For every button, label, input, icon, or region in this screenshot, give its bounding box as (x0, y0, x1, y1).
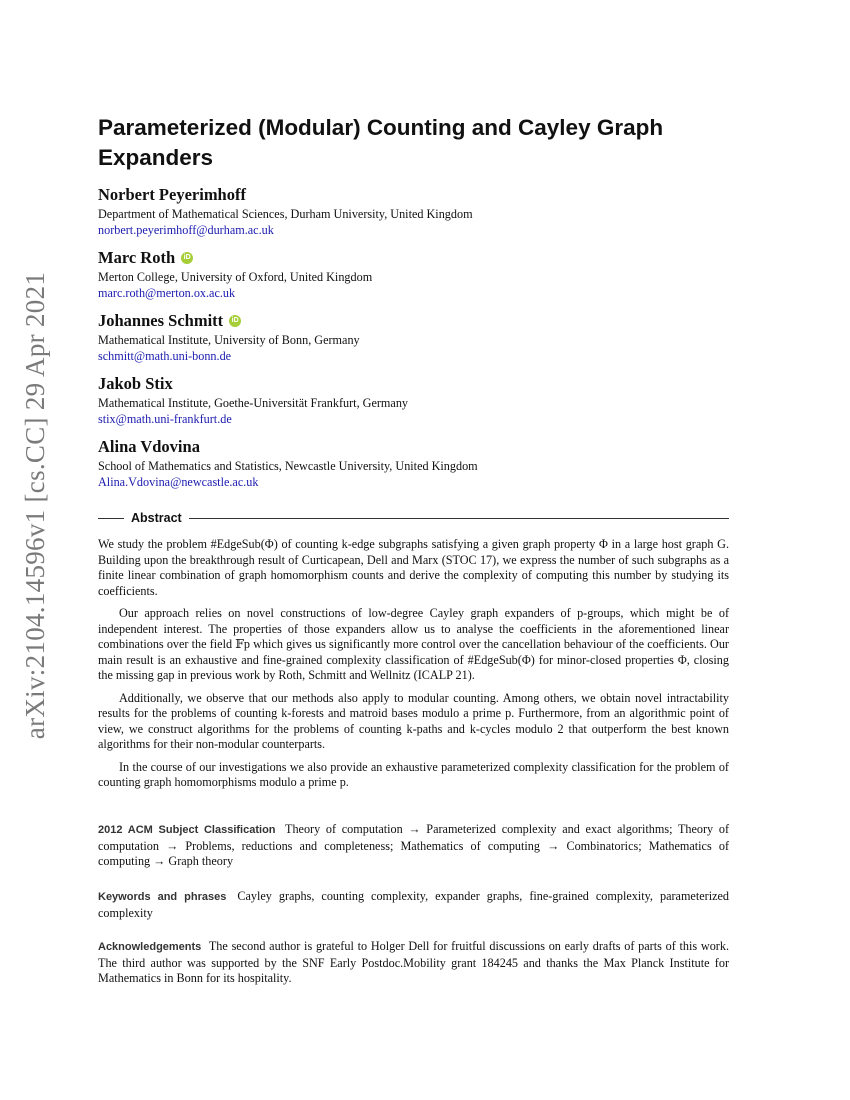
paper-title: Parameterized (Modular) Counting and Cayley Graph Expanders (98, 115, 664, 170)
acknowledgements-text: The second author is grateful to Holger Dell for fruitful discussions on early drafts of parts of this work. The third author was supported by the SNF Early Postdoc.Mobility grant 184245 and thanks the Max Planck Institute for Mathematics in Bonn for its hospitality. (98, 939, 730, 985)
keywords-label: Keywords and phrases (98, 891, 227, 903)
arxiv-identifier-text: arXiv:2104.14596v1 [cs.CC] 29 Apr 2021 (20, 271, 51, 739)
abstract-heading-label: Abstract (131, 511, 182, 525)
abstract-paragraph: Additionally, we observe that our methods also apply to modular counting. Among others, we obtain novel intractability results for the problems of counting k-forests and matroid bases modulo a prime p. Furthermore, from an algorithmic point of view, we construct algorithms for the problems of counting k-paths and k-cycles modulo 2 that outperform the best known algorithms for their non-modular counterparts. (98, 690, 729, 751)
acknowledgements-label: Acknowledgements (98, 941, 202, 953)
arxiv-identifier-stamp (6, 271, 66, 739)
author-affiliation: School of Mathematics and Statistics, Newcastle University, United Kingdom (98, 459, 478, 473)
keywords-section (98, 889, 729, 921)
author-block (98, 374, 729, 427)
orcid-icon[interactable]: iD (181, 252, 193, 264)
abstract-paragraph: Our approach relies on novel constructions of low-degree Cayley graph expanders of p-groups, which might be of independent interest. The properties of those expanders allow us to analyse the coefficients in the aforementioned linear combinations over the field 𝔽p which gives us significantly more control over the cancellation behaviour of the coefficients. Our main result is an exhaustive and fine-grained complexity classification of #EdgeSub(Φ) for minor-closed properties Φ, closing the missing gap in previous work by Roth, Schmitt and Wellnitz (ICALP 21). (98, 606, 729, 682)
acknowledgements-section (98, 939, 729, 987)
abstract-heading (98, 509, 729, 527)
orcid-icon[interactable]: iD (229, 315, 241, 327)
abstract-paragraph: We study the problem #EdgeSub(Φ) of counting k-edge subgraphs satisfying a given graph property Φ in a large host graph G. Building upon the breakthrough result of Curticapean, Dell and Marx (STOC 17), we express the number of such subgraphs as a finite linear combination of graph homomorphism counts and derive the complexity of computing this number by studying its coefficients. (98, 537, 729, 598)
author-name: Marc Roth iD (98, 248, 729, 268)
author-block (98, 248, 729, 301)
author-name: Johannes Schmitt iD (98, 311, 729, 331)
author-email-link[interactable]: Alina.Vdovina@newcastle.ac.uk (98, 475, 259, 489)
heading-rule-right (189, 518, 729, 519)
author-name: Norbert Peyerimhoff (98, 185, 246, 204)
author-email-link[interactable]: stix@math.uni-frankfurt.de (98, 412, 232, 426)
author-affiliation: Mathematical Institute, Goethe-Universität Frankfurt, Germany (98, 396, 409, 410)
author-block (98, 185, 729, 238)
author-email-link[interactable]: schmitt@math.uni-bonn.de (98, 349, 232, 363)
author-affiliation: Mathematical Institute, University of Bonn, Germany (98, 333, 360, 347)
author-affiliation: Department of Mathematical Sciences, Durham University, United Kingdom (98, 207, 473, 221)
author-name: Alina Vdovina (98, 437, 200, 456)
heading-rule-left (98, 518, 124, 519)
acm-classification-text: Theory of computation → Parameterized complexity and exact algorithms; Theory of computation → Problems, reductions and completeness; Mathematics of computing → Combinatorics; Mathematics of computing → Graph theory (98, 822, 730, 868)
acm-subject-classification (98, 822, 729, 870)
acm-classification-label: 2012 ACM Subject Classification (98, 824, 276, 836)
keywords-text: Cayley graphs, counting complexity, expander graphs, fine-grained complexity, parameterized complexity (98, 889, 729, 920)
author-name: Jakob Stix (98, 374, 173, 393)
abstract-body (98, 537, 729, 791)
author-block (98, 437, 729, 490)
abstract-paragraph: In the course of our investigations we also provide an exhaustive parameterized complexity classification for the problem of counting graph homomorphisms modulo a prime p. (98, 759, 729, 789)
author-email-link[interactable]: norbert.peyerimhoff@durham.ac.uk (98, 223, 274, 237)
author-email-link[interactable]: marc.roth@merton.ox.ac.uk (98, 286, 236, 300)
author-affiliation: Merton College, University of Oxford, United Kingdom (98, 270, 373, 284)
author-block (98, 311, 729, 364)
